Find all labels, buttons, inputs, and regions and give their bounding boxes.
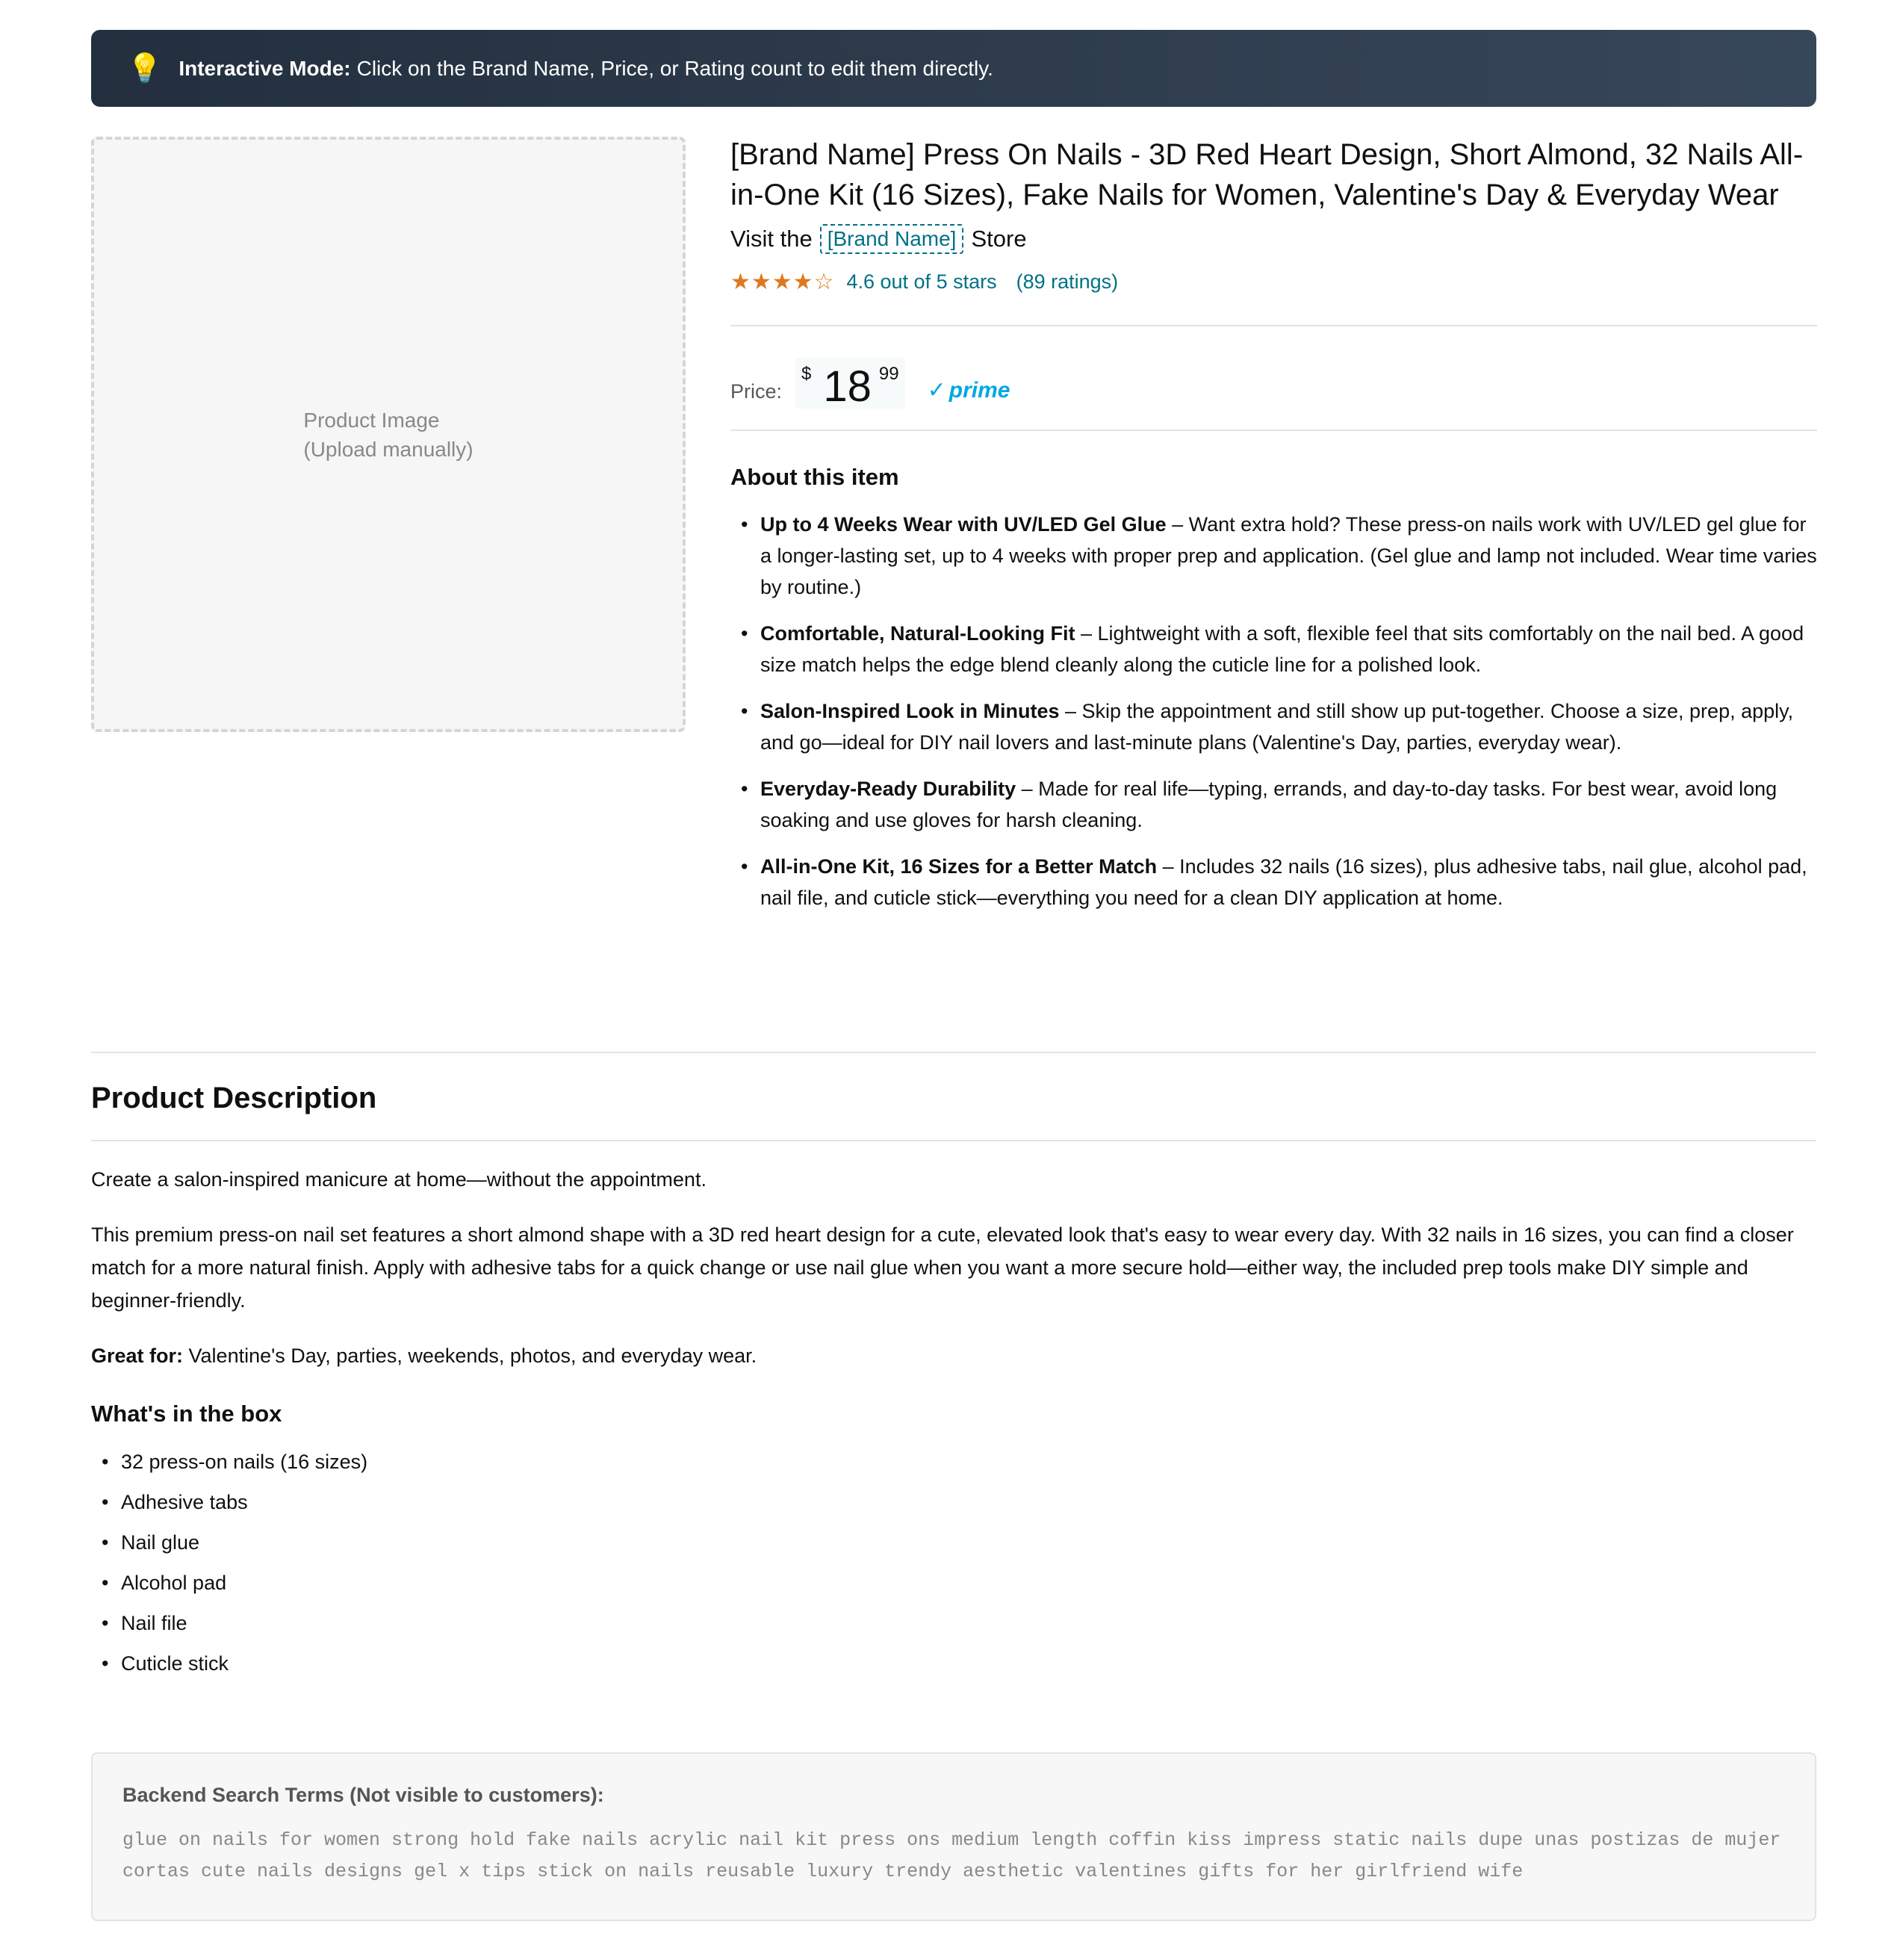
divider (730, 429, 1817, 431)
price-row (730, 326, 1817, 429)
star-rating-icon: ★★★★☆ (730, 270, 835, 294)
bullet-title: Everyday-Ready Durability (760, 778, 1016, 800)
brand-name-editable[interactable]: [Brand Name] (820, 224, 964, 254)
banner-label: Interactive Mode: (178, 56, 351, 80)
product-image-placeholder[interactable] (91, 137, 686, 732)
rating-text[interactable]: 4.6 out of 5 stars (846, 270, 997, 293)
great-for-line (91, 1339, 1816, 1372)
prime-label: prime (948, 378, 1010, 403)
list-item: • Alcohol pad (91, 1566, 1816, 1599)
backend-terms: glue on nails for women strong hold fake nails acrylic nail kit press ons medium length coffin kiss impress static nails dupe unas postizas de mujer cortas cute nails designs gel x tips stick on nails reusable luxury trendy aesthetic valentines gifts for her girlfriend wife (122, 1829, 1781, 1882)
product-description (91, 1163, 1816, 1687)
image-placeholder-line1: Product Image (303, 408, 440, 432)
image-placeholder-line2: (Upload manually) (303, 437, 474, 461)
about-heading: About this item (730, 464, 899, 490)
backend-heading: Backend Search Terms (Not visible to customers): (122, 1784, 604, 1806)
list-item: • Nail glue (91, 1526, 1816, 1559)
interactive-mode-banner (91, 30, 1816, 107)
store-line (730, 224, 1817, 254)
bullet-title: Comfortable, Natural-Looking Fit (760, 622, 1075, 645)
bullet-text: – Made for real life—typing, errands, and day-to-day tasks. For best wear, avoid long soaking and use gloves for harsh cleaning. (760, 778, 1777, 831)
great-for-text: Valentine's Day, parties, weekends, photos, and everyday wear. (183, 1345, 757, 1367)
about-bullet (730, 618, 1817, 680)
list-item: • 32 press-on nails (16 sizes) (91, 1445, 1816, 1478)
great-for-label: Great for: (91, 1345, 184, 1367)
store-suffix: Store (971, 226, 1027, 252)
list-item: • Cuticle stick (91, 1647, 1816, 1680)
bullet-title: Salon-Inspired Look in Minutes (760, 700, 1060, 722)
description-heading: Product Description (91, 1082, 377, 1114)
section-divider (91, 1052, 1816, 1053)
about-bullet (730, 773, 1817, 836)
bullet-text: – Includes 32 nails (16 sizes), plus adhesive tabs, nail glue, alcohol pad, nail file, and cuticle stick—everything you need for a clean DIY application at home. (760, 855, 1807, 909)
about-bullets (730, 509, 1817, 914)
banner-text: Click on the Brand Name, Price, or Rating count to edit them directly. (356, 56, 993, 80)
price-symbol: $ (801, 364, 812, 384)
about-bullet (730, 509, 1817, 603)
bullet-title: All-in-One Kit, 16 Sizes for a Better Match (760, 855, 1158, 878)
price-fraction: 99 (878, 364, 899, 384)
product-description-header (91, 1082, 1816, 1115)
box-items-list (91, 1445, 1816, 1680)
about-bullet (730, 851, 1817, 914)
product-title: [Brand Name] Press On Nails - 3D Red Heart Design, Short Almond, 32 Nails All-in-One Kit (16 Sizes), Fake Nails for Women, Valentine's Day & Everyday Wear (730, 138, 1804, 211)
backend-search-terms (91, 1752, 1816, 1921)
lightbulb-icon: 💡 (127, 52, 163, 84)
rating-row (730, 269, 1817, 295)
ratings-count-editable[interactable]: (89 ratings) (1016, 270, 1119, 293)
list-item: • Adhesive tabs (91, 1486, 1816, 1519)
whats-in-box-heading: What's in the box (91, 1401, 282, 1427)
prime-check-icon: ✓ (927, 378, 946, 403)
description-paragraph: This premium press-on nail set features a short almond shape with a 3D red heart design for a cute, elevated look that's easy to wear every day. With 32 nails in 16 sizes, you can find a closer match for a more natural finish. Apply with adhesive tabs for a quick change or use nail glue when you want a more secure hold—either way, the included prep tools make DIY simple and beginner-friendly. (91, 1224, 1794, 1312)
store-prefix: Visit the (730, 226, 813, 252)
description-paragraph: Create a salon-inspired manicure at home—without the appointment. (91, 1168, 707, 1191)
price-label: Price: (730, 380, 783, 403)
price-whole: 18 (823, 362, 872, 411)
product-info (730, 134, 1817, 928)
price-editable[interactable] (795, 358, 905, 409)
bullet-text: – Want extra hold? These press-on nails work with UV/LED gel glue for a longer-lasting set, up to 4 weeks with proper prep and application. (Gel glue and lamp not included. Wear time varies by routine.) (760, 513, 1817, 598)
bullet-title: Up to 4 Weeks Wear with UV/LED Gel Glue (760, 513, 1167, 536)
bullet-text: – Skip the appointment and still show up put-together. Choose a size, prep, apply, and go—ideal for DIY nail lovers and last-minute plans (Valentine's Day, parties, everyday wear). (760, 700, 1794, 754)
about-bullet (730, 695, 1817, 758)
prime-badge (928, 377, 1010, 403)
section-divider (91, 1140, 1816, 1141)
bullet-text: – Lightweight with a soft, flexible feel that sits comfortably on the nail bed. A good size match helps the edge blend cleanly along the cuticle line for a polished look. (760, 622, 1804, 676)
list-item: • Nail file (91, 1607, 1816, 1640)
